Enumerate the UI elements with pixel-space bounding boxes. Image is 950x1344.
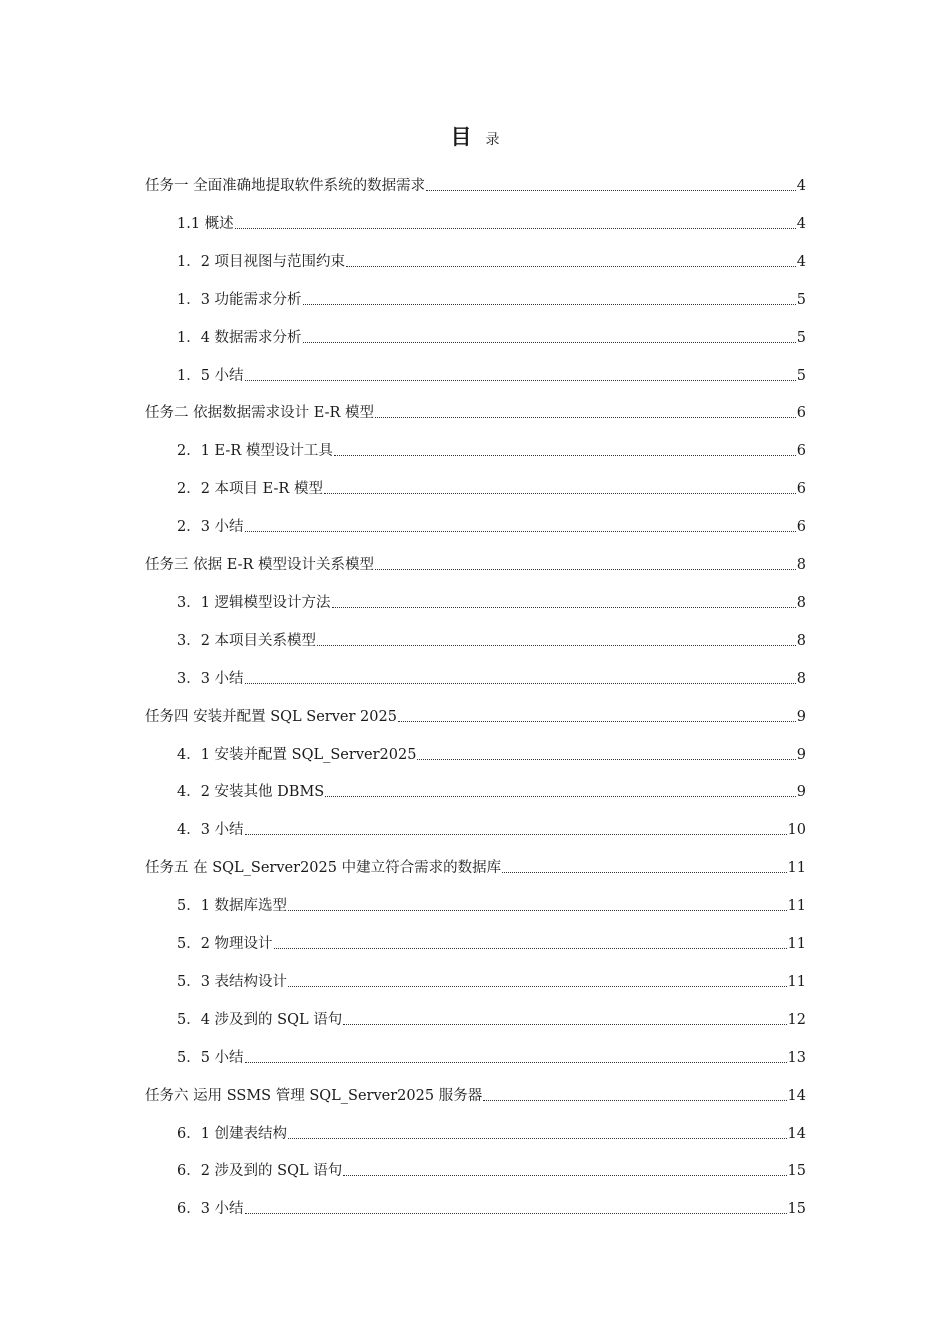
toc-entry-section[interactable] — [177, 732, 806, 764]
toc-entry-task[interactable] — [145, 845, 806, 877]
toc-entry-section[interactable] — [177, 921, 806, 953]
toc-entry-page-number: 11 — [787, 860, 806, 877]
toc-entry-page-number: 8 — [796, 557, 806, 573]
toc-dot-leader — [502, 872, 786, 873]
toc-entry-label: 6．1 创建表结构 — [177, 1125, 288, 1142]
toc-entry-task[interactable] — [145, 542, 806, 574]
toc-title-main: 目 — [450, 124, 472, 149]
toc-entry-section[interactable] — [177, 997, 806, 1029]
toc-dot-leader — [483, 1100, 786, 1101]
toc-dot-leader — [398, 721, 796, 722]
toc-entry-page-number: 8 — [796, 632, 806, 649]
toc-dot-leader — [375, 569, 796, 570]
toc-entry-section[interactable] — [177, 1186, 806, 1218]
toc-entry-label: 1．5 小结 — [177, 367, 244, 384]
toc-entry-section[interactable] — [177, 959, 806, 991]
toc-entry-section[interactable] — [177, 883, 806, 915]
toc-entry-page-number: 12 — [787, 1011, 806, 1028]
toc-dot-leader — [288, 910, 786, 911]
toc-entry-page-number: 11 — [787, 973, 806, 990]
toc-entry-section[interactable] — [177, 428, 806, 460]
toc-entry-label: 3．1 逻辑模型设计方法 — [177, 594, 331, 611]
toc-entry-label: 1．2 项目视图与范围约束 — [177, 253, 346, 270]
toc-dot-leader — [343, 1024, 786, 1025]
toc-entry-section[interactable] — [177, 1035, 806, 1067]
toc-entry-page-number: 6 — [796, 443, 806, 460]
toc-dot-leader — [288, 986, 786, 987]
toc-dot-leader — [235, 228, 796, 229]
toc-entry-page-number: 13 — [787, 1049, 806, 1066]
toc-entry-label: 5．3 表结构设计 — [177, 973, 288, 990]
toc-entry-label: 3．2 本项目关系模型 — [177, 632, 317, 649]
toc-entry-page-number: 9 — [796, 746, 806, 763]
toc-dot-leader — [317, 645, 796, 646]
toc-entry-page-number: 5 — [796, 291, 806, 308]
toc-dot-leader — [325, 796, 796, 797]
toc-entry-page-number: 11 — [787, 936, 806, 952]
toc-entry-section[interactable] — [177, 504, 806, 536]
toc-dot-leader — [245, 531, 796, 532]
toc-dot-leader — [324, 493, 796, 494]
toc-entry-page-number: 4 — [796, 253, 806, 270]
toc-entry-section[interactable] — [177, 315, 806, 347]
toc-entry-page-number: 6 — [796, 519, 806, 536]
toc-entry-section[interactable] — [177, 1148, 806, 1180]
toc-entry-label: 任务一 全面准确地提取软件系统的数据需求 — [145, 178, 426, 194]
toc-title-rest: 录 — [485, 132, 500, 148]
toc-entry-section[interactable] — [177, 656, 806, 688]
toc-entry-label: 5．1 数据库选型 — [177, 898, 288, 915]
toc-entry-section[interactable] — [177, 201, 806, 233]
toc-entry-label: 任务五 在 SQL_Server2025 中建立符合需求的数据库 — [145, 860, 502, 877]
toc-entry-task[interactable] — [145, 163, 806, 195]
toc-entry-label: 2．1 E-R 模型设计工具 — [177, 443, 333, 460]
toc-dot-leader — [245, 1062, 787, 1063]
toc-entry-task[interactable] — [145, 694, 806, 726]
toc-entry-page-number: 4 — [796, 178, 806, 194]
toc-entry-page-number: 6 — [796, 405, 806, 422]
toc-entry-label: 1.1 概述 — [177, 215, 234, 232]
toc-dot-leader — [303, 304, 796, 305]
toc-entry-label: 任务四 安装并配置 SQL Server 2025 — [145, 708, 397, 725]
toc-entry-label: 任务三 依据 E-R 模型设计关系模型 — [145, 557, 374, 573]
toc-entry-page-number: 14 — [787, 1125, 806, 1142]
toc-entry-page-number: 9 — [796, 784, 806, 801]
toc-entry-label: 5．2 物理设计 — [177, 936, 273, 952]
toc-entry-section[interactable] — [177, 277, 806, 309]
toc-entry-label: 2．2 本项目 E-R 模型 — [177, 481, 323, 498]
toc-entry-section[interactable] — [177, 580, 806, 612]
toc-entry-task[interactable] — [145, 390, 806, 422]
toc-entry-section[interactable] — [177, 807, 806, 839]
toc-entry-section[interactable] — [177, 239, 806, 271]
toc-entry-page-number: 4 — [796, 215, 806, 232]
toc-dot-leader — [245, 1213, 787, 1214]
toc-entry-page-number: 15 — [787, 1163, 806, 1180]
toc-entry-page-number: 10 — [787, 822, 806, 839]
toc-entry-label: 6．2 涉及到的 SQL 语句 — [177, 1163, 343, 1180]
toc-entry-task[interactable] — [145, 1073, 806, 1105]
toc-entry-page-number: 11 — [787, 898, 806, 915]
toc-entry-page-number: 8 — [796, 594, 806, 611]
toc-entry-label: 任务二 依据数据需求设计 E-R 模型 — [145, 405, 374, 422]
toc-entry-label: 1．4 数据需求分析 — [177, 329, 302, 346]
toc-entry-page-number: 8 — [796, 670, 806, 687]
toc-entry-page-number: 5 — [796, 329, 806, 346]
toc-entry-label: 1．3 功能需求分析 — [177, 291, 302, 308]
toc-title — [0, 122, 950, 155]
toc-entry-label: 5．5 小结 — [177, 1049, 244, 1066]
toc-entry-section[interactable] — [177, 769, 806, 801]
toc-entry-section[interactable] — [177, 353, 806, 385]
toc-entry-page-number: 6 — [796, 481, 806, 498]
toc-dot-leader — [332, 607, 796, 608]
toc-entry-page-number: 14 — [787, 1087, 806, 1104]
toc-entry-label: 4．2 安装其他 DBMS — [177, 784, 325, 801]
toc-dot-leader — [375, 417, 796, 418]
toc-entry-page-number: 15 — [787, 1201, 806, 1218]
toc-entry-page-number: 5 — [796, 367, 806, 384]
toc-entry-section[interactable] — [177, 466, 806, 498]
toc-dot-leader — [303, 342, 796, 343]
toc-dot-leader — [417, 759, 795, 760]
toc-entry-label: 6．3 小结 — [177, 1201, 244, 1218]
toc-dot-leader — [343, 1175, 786, 1176]
toc-entry-label: 5．4 涉及到的 SQL 语句 — [177, 1011, 343, 1028]
toc-dot-leader — [334, 455, 796, 456]
toc-dot-leader — [245, 380, 796, 381]
toc-dot-leader — [274, 948, 787, 949]
toc-entry-label: 3．3 小结 — [177, 670, 244, 687]
toc-entry-page-number: 9 — [796, 708, 806, 725]
toc-dot-leader — [288, 1138, 786, 1139]
toc-entry-label: 4．1 安装并配置 SQL_Server2025 — [177, 746, 417, 763]
toc-dot-leader — [426, 190, 796, 191]
toc-dot-leader — [245, 683, 796, 684]
toc-entry-label: 4．3 小结 — [177, 822, 244, 839]
toc-dot-leader — [346, 266, 796, 267]
toc-entry-section[interactable] — [177, 1111, 806, 1143]
toc-dot-leader — [245, 834, 787, 835]
toc-entry-section[interactable] — [177, 618, 806, 650]
toc-entry-label: 任务六 运用 SSMS 管理 SQL_Server2025 服务器 — [145, 1087, 483, 1104]
toc-entry-label: 2．3 小结 — [177, 519, 244, 536]
